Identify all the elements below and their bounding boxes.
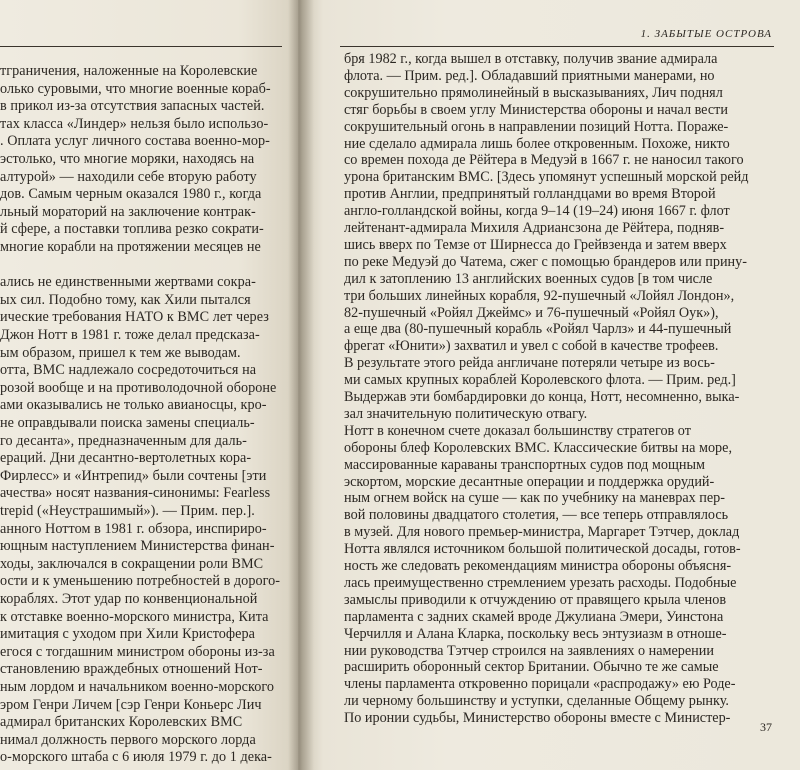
- right-text-line: ным огнем войск на суше — как по учебнику на маневрах пер-: [344, 490, 725, 507]
- right-text-line: члены парламента откровенно порицали «распродажу» ею Роде-: [344, 676, 736, 693]
- right-text-line: со времен похода де Рёйтера в Медуэй в 1667 г. не наносил такого: [344, 152, 744, 169]
- left-text-line: егося с тогдашним министром обороны из-за: [0, 643, 275, 660]
- left-text-line: trepid («Неустрашимый»). — Прим. пер.].: [0, 503, 255, 519]
- right-text-line: по реке Медуэй до Чатема, сжег с помощью брандеров или прину-: [344, 253, 747, 270]
- right-text-line: Черчилля и Алана Кларка, поскольку весь энтузиазм в отноше-: [344, 625, 727, 642]
- right-text-line: урона британским ВМС. [Здесь упомянут успешный морской рейд: [344, 169, 749, 186]
- right-text-line: 82-пушечный «Ройял Джеймс» и 76-пушечный «Ройял Оук»),: [344, 304, 719, 321]
- left-text-line: о-морского штаба с 6 июля 1979 г. до 1 дека-: [0, 749, 272, 766]
- left-text-line: ические требования НАТО к ВМС лет через: [0, 309, 269, 326]
- left-text-line: ющным наступлением Министерства финан-: [0, 538, 275, 555]
- left-text-line: к отставке военно-морского министра, Кита: [0, 608, 269, 625]
- book-gutter: [288, 0, 314, 770]
- right-text-line: В результате этого рейда англичане потеряли четыре из вось-: [344, 355, 715, 372]
- left-text-line: ым образом, пришел к тем же выводам.: [0, 344, 241, 361]
- left-header-rule: [0, 46, 282, 47]
- right-text-line: Нотт в конечном счете доказал большинству стратегов от: [344, 422, 691, 439]
- left-text-line: тах класса «Линдер» нельзя было использо-: [0, 115, 269, 132]
- page-number: 37: [760, 720, 772, 734]
- left-text-line: алтурой» — находили себе вторую работу: [0, 168, 257, 185]
- left-text-line: ости и к уменьшению потребностей в дорого-: [0, 573, 281, 590]
- right-text-line: расширить оборонный сектор Британии. Обычно те же самые: [344, 659, 719, 676]
- right-text-line: дил к затоплению 13 английских военных судов [в том числе: [344, 270, 713, 287]
- left-text-line: ным лордом и начальником военно-морского: [0, 679, 275, 695]
- left-text-line: Фирлесс» и «Интрепид» были сочтены [эти: [0, 467, 267, 484]
- right-text-line: шись вверх по Темзе от Ширнесса до Грейвзенда и затем вверх: [344, 236, 727, 253]
- right-text-line: Нотта являлся источником большой политической досады, готов-: [344, 541, 741, 558]
- right-text-line: в музей. Для нового премьер-министра, Маргарет Тэтчер, доклад: [344, 524, 740, 541]
- right-text-line: англо-голландской войны, когда 9–14 (19–24) июня 1667 г. флот: [344, 203, 730, 220]
- right-text-line: флота. — Прим. ред.]. Обладавший приятными манерами, но: [344, 67, 715, 84]
- right-text-line: лейтенант-адмирала Михиля Адриансзона де Рёйтера, подняв-: [344, 220, 725, 236]
- left-text-line: не оправдывали поиска замены специаль-: [0, 415, 255, 431]
- left-text-line: нимал должность первого морского лорда: [0, 731, 256, 748]
- left-text-line: дов. Самым черным оказался 1980 г., когда: [0, 186, 262, 203]
- left-text-line: розой вообще и на противолодочной обороне: [0, 379, 277, 396]
- right-text-line: ность же следовать рекомендациям министра обороны объясня-: [344, 558, 732, 574]
- left-text-line: имитация с уходом при Хили Кристофера: [0, 626, 255, 643]
- header-rule: [340, 46, 774, 47]
- right-text-line: обороны блеф Королевских ВМС. Классические битвы на море,: [344, 439, 732, 456]
- right-text-line: зал значительную политическую отвагу.: [344, 405, 588, 422]
- left-text-line: ераций. Дни десантно-вертолетных кора-: [0, 450, 252, 467]
- left-text-line: олько суровыми, что многие военные кораб-: [0, 80, 271, 97]
- right-text-line: замыслы приводили к отчуждению от правящего крыла членов: [344, 591, 727, 608]
- left-text-line: кораблях. Этот удар по конвенциональной: [0, 591, 258, 607]
- right-text-line: эскортом, морские десантные операции и поддержка орудий-: [344, 473, 715, 490]
- left-text-line: тграничения, наложенные на Королевские: [0, 63, 258, 79]
- right-text-line: сокрушительный огонь в направлении позиций Нотта. Пораже-: [344, 118, 729, 135]
- right-text-line: Выдержав эти бомбардировки до конца, Нотт, несомненно, выка-: [344, 389, 740, 405]
- running-head: 1. ЗАБЫТЫЕ ОСТРОВА: [640, 28, 772, 40]
- left-text-line: становлению враждебных отношений Нот-: [0, 661, 263, 678]
- left-text-line: ачества» носят названия-синонимы: Fearless: [0, 485, 271, 502]
- right-text-line: нии руководства Тэтчер строился на заявлениях о намерении: [344, 642, 714, 659]
- right-text-line: против Англии, предпринятый голландцами во время Второй: [344, 186, 716, 203]
- left-text-line: ались не единственными жертвами сокра-: [0, 274, 256, 291]
- right-text-line: вой половины двадцатого столетия, — все теперь отправлялось: [344, 507, 729, 524]
- left-text-line: эстолько, что многие моряки, находясь на: [0, 151, 255, 167]
- left-text-line: отта, ВМС надлежало сосредоточиться на: [0, 362, 257, 379]
- right-text-line: бря 1982 г., когда вышел в отставку, получив звание адмирала: [344, 51, 718, 67]
- right-text-line: а еще два (80-пушечный корабль «Ройял Чарлз» и 44-пушечный: [344, 321, 732, 338]
- right-text-line: три больших линейных корабля, 92-пушечный «Лойял Лондон»,: [344, 287, 735, 304]
- left-text-line: эром Генри Личем [сэр Генри Коньерс Лич: [0, 696, 262, 713]
- left-text-line: многие корабли на протяжении месяцев не: [0, 239, 261, 255]
- left-text-line: в прикол из-за отсутствия запасных частей.: [0, 98, 265, 115]
- right-text-line: ми самых крупных кораблей Королевского флота. — Прим. ред.]: [344, 372, 736, 389]
- right-text-line: фрегат «Юнити») захватил и увел с собой в качестве трофеев.: [344, 338, 719, 355]
- left-text-line: льный мораторий на заключение контрак-: [0, 203, 256, 220]
- right-text-line: ние сделало адмирала лишь более откровенным. Похоже, никто: [344, 135, 730, 152]
- left-text-line: анного Ноттом в 1981 г. обзора, инспириро-: [0, 520, 267, 537]
- right-text-line: сокрушительно прямолинейный в высказываниях, Лич поднял: [344, 84, 723, 101]
- left-text-line: й сфере, а поставки топлива резко сократи-: [0, 221, 264, 238]
- right-text-line: парламента с задних скамей вроде Джулиана Эмери, Уинстона: [344, 608, 724, 625]
- right-text-line: По иронии судьбы, Министерство обороны вместе с Министер-: [344, 710, 731, 727]
- right-text-line: стяг борьбы в своем углу Министерства обороны и начал вести: [344, 101, 728, 118]
- left-text-line: адмирал британских Королевских ВМС: [0, 714, 243, 731]
- left-text-line: ых сил. Подобно тому, как Хили пытался: [0, 291, 251, 308]
- right-text-line: лась преимущественно стремлением урезать расходы. Подобные: [344, 574, 737, 591]
- left-text-line: Джон Нотт в 1981 г. тоже делал предсказа-: [0, 327, 260, 343]
- right-text-line: ли черному большинству и уступки, сделанные Общему рынку.: [344, 693, 729, 710]
- left-text-line: ходы, заключался в сокращении роли ВМС: [0, 555, 264, 572]
- right-text-line: массированные караваны транспортных судов под мощным: [344, 456, 705, 473]
- left-text-line: го десанта», предназначенным для даль-: [0, 432, 247, 449]
- left-text-line: . Оплата услуг личного состава военно-мор-: [0, 133, 270, 150]
- left-text-line: ами оказывались не только авианосцы, кро-: [0, 397, 267, 414]
